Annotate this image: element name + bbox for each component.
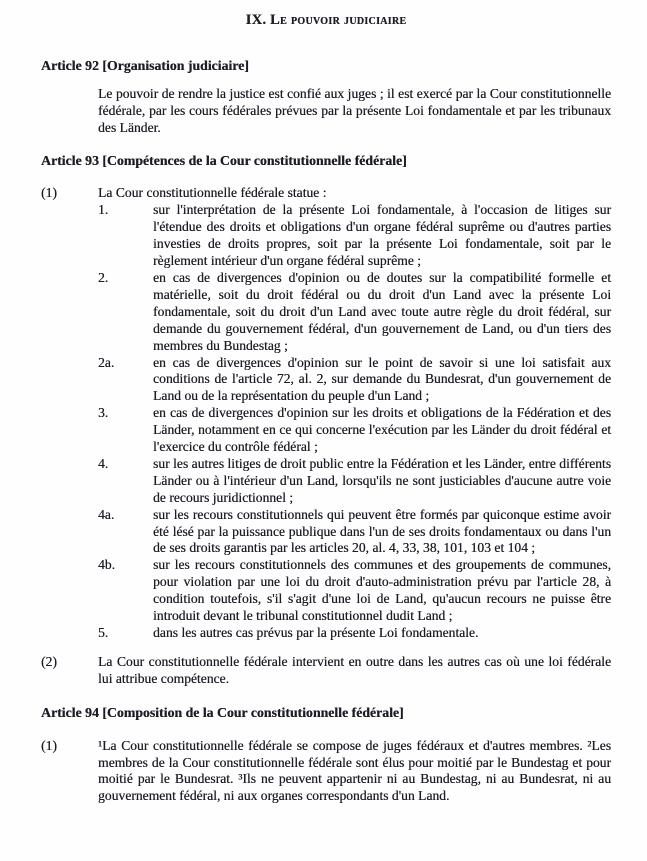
paragraph-number: (1) bbox=[41, 185, 57, 201]
list-item-text: sur les autres litiges de droit public entre la Fédération et les Länder, entre différents Länder ou à l'intérieur d'un Land, lorsqu'ils ne sont justiciables d'aucune autre voie de recours juridictionnel ; bbox=[153, 455, 611, 505]
list-item bbox=[98, 202, 611, 270]
section-title-text: Le pouvoir judiciaire bbox=[269, 12, 407, 28]
paragraph-number: (2) bbox=[41, 653, 57, 669]
paragraph-body bbox=[98, 738, 611, 806]
list-item-number: 2. bbox=[98, 269, 109, 285]
paragraph-number: (1) bbox=[41, 737, 57, 753]
article-92-body: Le pouvoir de rendre la justice est confié aux juges ; il est exercé par la Cour constitutionnelle fédérale, par les cours fédérales prévues par la présente Loi fondamentale et par les tribunaux des Länder. bbox=[98, 85, 611, 135]
section-title bbox=[41, 12, 611, 29]
article-93-paragraph-2 bbox=[41, 649, 611, 695]
list-item bbox=[98, 270, 611, 355]
section-numeral: IX. bbox=[245, 12, 267, 28]
list-item-text: sur l'interprétation de la présente Loi fondamentale, à l'occasion de litiges sur l'étendue des droits et obligations d'un organe fédéral suprême ou d'autres parties investies de droits propres, soit par la présente Loi fondamentale, soit par le règlement intérieur d'un organe fédéral suprême ; bbox=[153, 202, 611, 269]
article-94-heading: Article 94 [Composition de la Cour constitutionnelle fédérale] bbox=[41, 704, 404, 720]
list-item-text: sur les recours constitutionnels qui peuvent être formés par quiconque estime avoir été lésé par la puissance publique dans l'un de ses droits fondamentaux ou dans l'un de ses droits garantis par les articles 20, al. 4, 33, 38, 101, 103 et 104 ; bbox=[153, 506, 611, 556]
paragraph-body bbox=[98, 654, 611, 688]
article-93-heading: Article 93 [Compétences de la Cour constitutionnelle fédérale] bbox=[41, 152, 407, 168]
list-item-number: 1. bbox=[98, 202, 109, 218]
article-93-paragraph-1 bbox=[41, 180, 611, 648]
list-item-number: 4b. bbox=[98, 557, 115, 573]
paragraph-body bbox=[98, 185, 611, 641]
list-item-number: 2a. bbox=[98, 354, 115, 370]
article-94-paragraph-1 bbox=[41, 733, 611, 813]
list-item-text: en cas de divergences d'opinion sur le point de savoir si une loi satisfait aux conditions de l'article 72, al. 2, sur demande du Bundesrat, d'un gouvernement de Land ou de la représentation du peuple d'un Land ; bbox=[153, 354, 611, 404]
list-item bbox=[98, 625, 611, 642]
list-item-text: en cas de divergences d'opinion ou de doutes sur la compatibilité formelle et matérielle, soit du droit fédéral ou du droit d'un Land avec la présente Loi fondamentale, soit du droit d'un Land avec toute autre règle du droit fédéral, sur demande du gouvernement fédéral, d'un gouvernement de Land, ou d'un tiers des membres du Bundestag ; bbox=[153, 269, 611, 353]
list-item bbox=[98, 405, 611, 456]
article-92-heading: Article 92 [Organisation judiciaire] bbox=[41, 57, 249, 73]
paragraph-intro: La Cour constitutionnelle fédérale statue : bbox=[98, 185, 327, 201]
list-item-number: 4. bbox=[98, 455, 109, 471]
paragraph-text: La Cour constitutionnelle fédérale intervient en outre dans les autres cas où une loi fédérale lui attribue compétence. bbox=[98, 653, 611, 686]
list-item-number: 5. bbox=[98, 625, 109, 640]
paragraph-text: ¹La Cour constitutionnelle fédérale se compose de juges fédéraux et d'autres membres. ²Les membres de la Cour constitutionnelle fédérale sont élus pour moitié par le Bundestag et pour moitié par le Bundesrat. ³Ils ne peuvent appartenir ni au Bundestag, ni au Bundesrat, ni au gouvernement fédéral, ni aux organes correspondants d'un Land. bbox=[98, 737, 611, 804]
list-item-number: 3. bbox=[98, 405, 109, 421]
list-item-text: dans les autres cas prévus par la présente Loi fondamentale. bbox=[153, 625, 479, 640]
list-item-text: en cas de divergences d'opinion sur les droits et obligations de la Fédération et des Länder, notamment en ce qui concerne l'exécution par les Länder du droit fédéral et l'exercice du contrôle fédéral ; bbox=[153, 405, 611, 455]
list-item bbox=[98, 557, 611, 625]
list-item bbox=[98, 507, 611, 558]
list-item bbox=[98, 456, 611, 507]
list-item-text: sur les recours constitutionnels des communes et des groupements de communes, pour violation par une loi du droit d'auto-administration prévu par l'article 28, à condition toutefois, s'il s'agit d'une loi de Land, qu'aucun recours ne puisse être introduit devant le tribunal constitutionnel dudit Land ; bbox=[153, 557, 611, 624]
list-item bbox=[98, 355, 611, 406]
list-item-number: 4a. bbox=[98, 506, 115, 522]
